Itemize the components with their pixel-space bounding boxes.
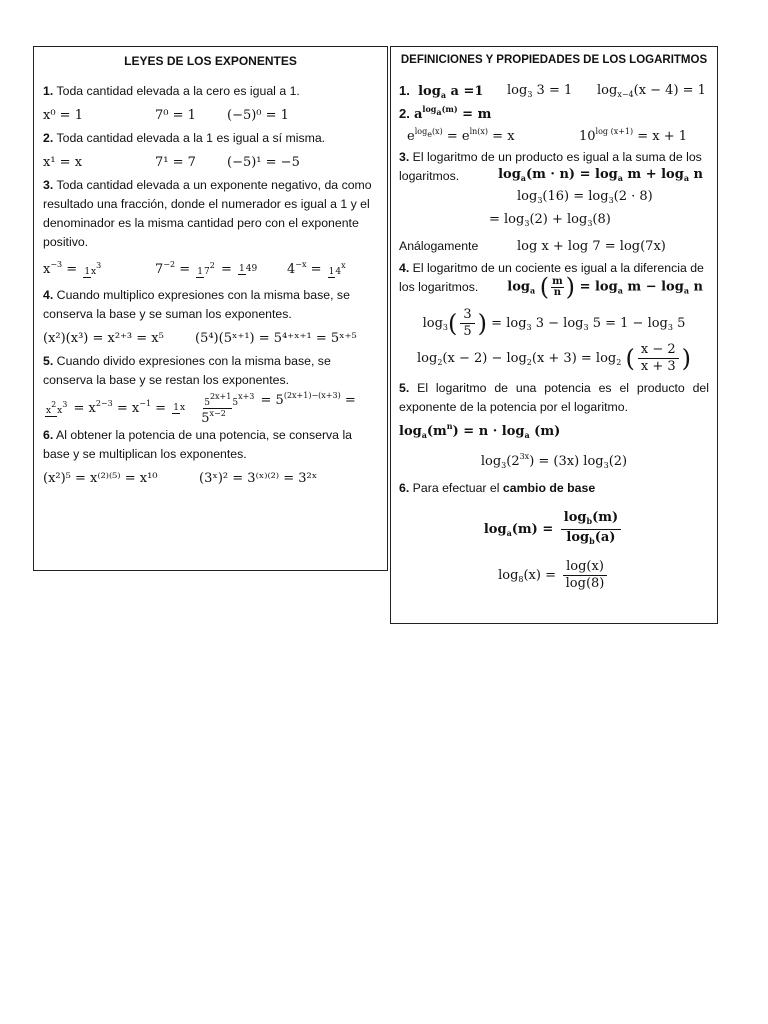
property-3: 3. El logaritmo de un producto es igual a la suma de los logaritmos. <box>399 150 702 183</box>
rule-2: 2. Toda cantidad elevada a la 1 es igual a sí misma. <box>43 131 326 145</box>
property-5: 5. El logaritmo de una potencia es el producto del exponente de la potencia por el logaritmo. <box>399 381 709 414</box>
example: (−5)¹ = −5 <box>227 154 300 170</box>
property-4: 4. El logaritmo de un cociente es igual a la diferencia de los logaritmos. <box>399 261 704 294</box>
example: $10^{log (x+1)} = x + 1$ <box>579 126 688 144</box>
power-example: $\log_3(2^{3x}) = (3x)$ $\log_3(2)$ <box>480 452 628 470</box>
property-2-examples <box>399 124 709 146</box>
exponent-laws-title: LEYES DE LOS EXPONENTES <box>124 54 297 68</box>
rule-1-examples <box>43 101 378 129</box>
product-example-line1: $\log_3(16) = \log_3(2 \cdot 8)$ <box>517 189 653 205</box>
definition: 2. $a^{log_a(m)} = m$ <box>399 104 492 122</box>
quotient-example-1: $\log_3$( $\frac{3}{5}$ ) = $\log_3 3 - \log_3 5 = 1 - \log_3 5$ <box>422 307 686 339</box>
rule-2-examples <box>43 148 378 176</box>
quotient-example-2: $\log_2(x - 2) - \log_2(x + 3) = \log_2$ ( $\frac{x - 2}{x + 3}$ ) <box>417 342 691 374</box>
change-of-base-example: $\log_8(x)$ = $\frac{\log(x)}{\log(8)}$ <box>399 559 709 592</box>
definition: 1. $\log_a a =1$ <box>399 82 484 100</box>
property-2 <box>399 102 709 124</box>
quotient-rule: $\log_a$ ( $\frac{m}{n}$ ) = $\log_a m - \log_a n$ <box>507 273 703 301</box>
rule-5: 5. Cuando divido expresiones con la misma base, se conserva la base y se restan los exponentes. <box>43 354 331 387</box>
change-of-base-rule: $\log_a(m)$ = $\frac{\log_b(m)}{\log_b(a)}$ <box>399 510 709 549</box>
log-properties-title: DEFINICIONES Y PROPIEDADES DE LOS LOGARITMOS <box>400 54 708 66</box>
analog-label: Análogamente <box>399 239 479 253</box>
product-analog <box>399 233 709 259</box>
example: $e^{log_e(x)} = e^{ln(x)} = x$ <box>407 126 515 144</box>
property-6: 6. Para efectuar el cambio de base <box>399 481 596 495</box>
rule-5-examples <box>43 390 378 426</box>
exponent-laws-box <box>33 46 388 571</box>
example: $x^{-3} = 1x^3$ <box>43 260 102 277</box>
rule-3: 3. Toda cantidad elevada a un exponente negativo, da como resultado una fracción, donde el numerador es igual a 1 y el denominador es la misma cantidad pero con el exponente positivo. <box>43 178 372 249</box>
rule-4: 4. Cuando multiplico expresiones con la misma base, se conserva la base y se suman los exponentes. <box>43 288 350 321</box>
rule-6: 6. Al obtener la potencia de una potencia, se conserva la base y se multiplican los exponentes. <box>43 428 353 461</box>
example: $\log_{x-4}(x - 4) = 1$ <box>597 83 706 99</box>
example: (5⁴)(5ˣ⁺¹) = 5⁴⁺ˣ⁺¹ = 5ˣ⁺⁵ <box>195 330 357 346</box>
example: log x + log 7 = log(7x) <box>517 238 666 254</box>
example: $7^{-2} = 17^2 = 149$ <box>155 260 258 277</box>
example: (x²)⁵ = x⁽²⁾⁽⁵⁾ = x¹⁰ <box>43 470 158 486</box>
property-1 <box>399 80 709 102</box>
example: x¹ = x <box>43 154 83 170</box>
product-example-line2: = $\log_3(2) + \log_3(8)$ <box>489 212 611 228</box>
rule-1: 1. Toda cantidad elevada a la cero es igual a 1. <box>43 84 300 98</box>
rule-3-examples <box>43 252 378 286</box>
example: $4^{-x} = 14^x$ <box>287 260 346 277</box>
log-properties-box <box>390 46 718 624</box>
power-rule: $\log_a(m^n) = n \cdot \log_a (m)$ <box>399 421 561 440</box>
example: $x^2x^3 = x^{2-3} = x^{-1} = 1x$ <box>46 399 186 416</box>
example: (3ˣ)² = 3⁽ˣ⁾⁽²⁾ = 3²ˣ <box>199 470 318 486</box>
rule-4-examples <box>43 324 378 352</box>
example: 7⁰ = 1 <box>155 107 196 123</box>
product-rule: $\log_a(m \cdot n) = \log_a m + \log_a n$ <box>498 167 703 183</box>
example: 7¹ = 7 <box>155 154 196 170</box>
example: $\log_3 3 = 1$ <box>507 83 573 99</box>
example: (x²)(x³) = x²⁺³ = x⁵ <box>43 330 164 346</box>
example: x⁰ = 1 <box>43 107 83 123</box>
rule-6-examples <box>43 464 378 492</box>
example: $5^{2x+1}5^{x+3} = 5^{(2x+1)-(x+3)} = 5^{x-2}$ <box>201 390 356 426</box>
example: (−5)⁰ = 1 <box>227 107 289 123</box>
